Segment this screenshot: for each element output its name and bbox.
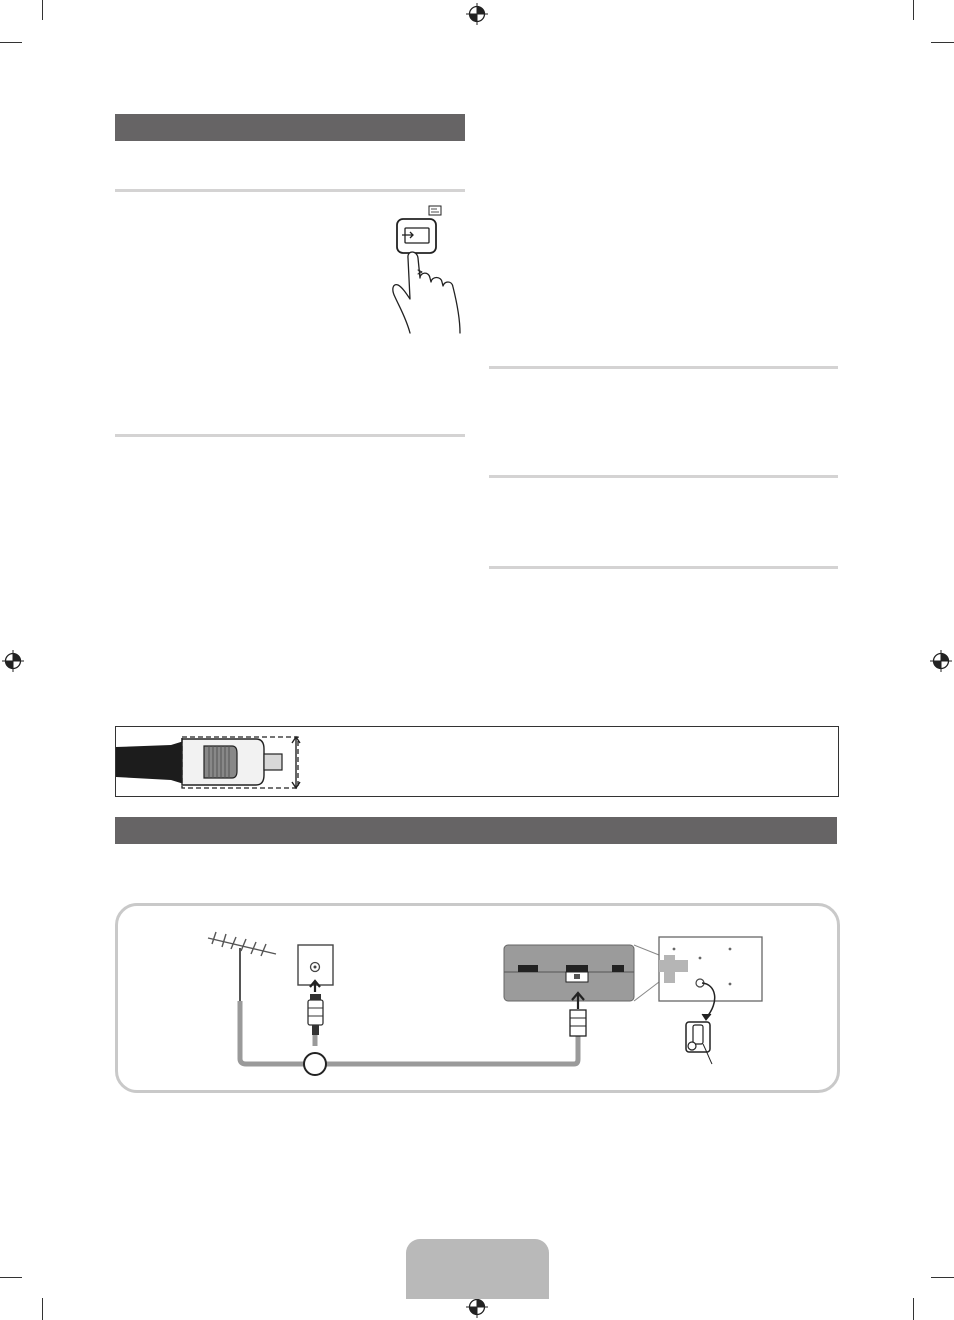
registration-mark-icon bbox=[930, 650, 952, 672]
crop-mark bbox=[931, 42, 954, 43]
hand-icon bbox=[393, 252, 460, 333]
left-rule-2 bbox=[115, 434, 465, 437]
tv-panel-icon bbox=[504, 945, 634, 1001]
crop-mark bbox=[42, 1298, 43, 1320]
connection-section-bar bbox=[115, 817, 837, 844]
hdmi-connector-icon bbox=[116, 727, 316, 796]
registration-mark-icon bbox=[466, 3, 488, 25]
connection-diagram bbox=[115, 903, 840, 1093]
tv-back-icon bbox=[659, 937, 762, 1001]
page-number-tab bbox=[406, 1239, 549, 1299]
hdmi-note-box bbox=[115, 726, 839, 797]
crop-mark bbox=[0, 1277, 22, 1278]
crop-mark bbox=[913, 1298, 914, 1320]
cable-coil bbox=[304, 1053, 326, 1075]
left-rule-1 bbox=[115, 189, 465, 192]
hand-pressing-source-button bbox=[380, 200, 470, 340]
coaxial-cable bbox=[240, 1001, 578, 1064]
crop-mark bbox=[913, 0, 914, 20]
registration-mark-icon bbox=[466, 1296, 488, 1318]
menu-button-icon bbox=[429, 206, 441, 215]
right-rule-3 bbox=[489, 566, 838, 569]
right-rule-2 bbox=[489, 475, 838, 478]
source-button-icon bbox=[397, 219, 436, 253]
cable-holder-icon bbox=[686, 1022, 712, 1064]
coax-plug-icon bbox=[308, 994, 323, 1035]
left-top-section-bar bbox=[115, 114, 465, 141]
crop-mark bbox=[931, 1277, 954, 1278]
crop-mark bbox=[42, 0, 43, 20]
wall-outlet-icon bbox=[298, 945, 333, 985]
registration-mark-icon bbox=[2, 650, 24, 672]
antenna-plug-icon bbox=[570, 1010, 586, 1036]
right-rule-1 bbox=[489, 366, 838, 369]
antenna-icon bbox=[208, 932, 276, 1001]
crop-mark bbox=[0, 42, 22, 43]
connection-diagram-art bbox=[118, 906, 837, 1090]
